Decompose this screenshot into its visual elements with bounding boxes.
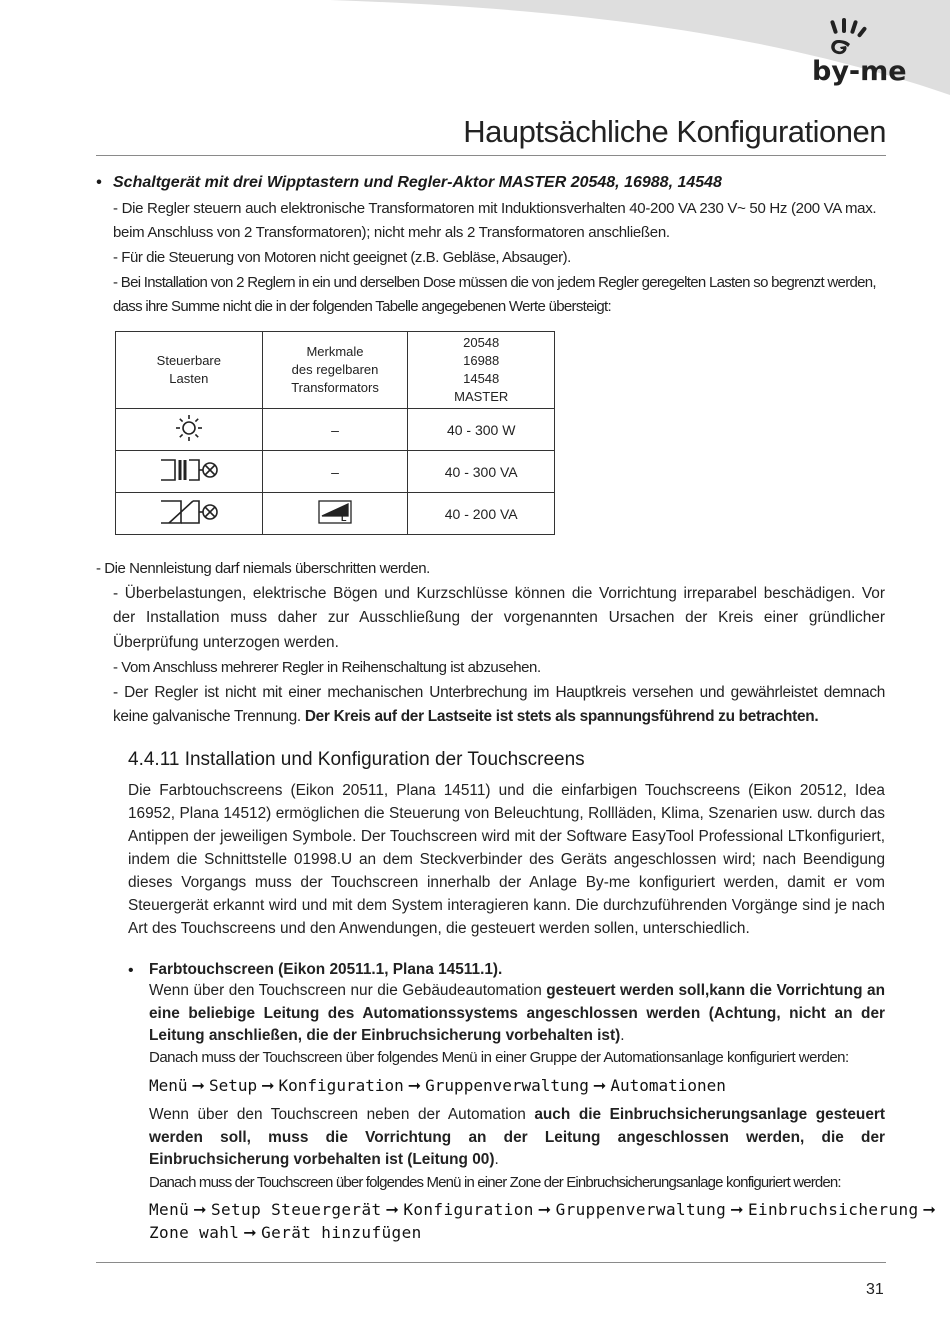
menu-item: Setup — [208, 1076, 258, 1095]
header-text: 14548 — [463, 371, 500, 386]
table-row — [116, 493, 555, 535]
table-header-loads — [116, 332, 263, 409]
menu-item: Zone wahl — [149, 1223, 240, 1242]
value-cell: 40 - 300 VA — [408, 451, 555, 493]
paragraph-text: Wenn über den Touchscreen nur die Gebäudeautomation — [149, 982, 547, 999]
table-header-models — [408, 332, 555, 409]
ferromagnetic-transformer-icon — [159, 457, 219, 483]
paragraph-text: . — [620, 1027, 625, 1044]
menu-path-alarm — [149, 1200, 940, 1219]
arrow-right-icon: ➞ — [261, 1076, 275, 1095]
value-cell: 40 - 300 W — [408, 409, 555, 451]
arrow-right-icon: ➞ — [385, 1200, 400, 1219]
table-row — [116, 409, 555, 451]
paragraph-bold-text: auch die Einbruchsicherungsanlage gesteuert werden soll, muss die Vorrichtung an der Leitung angeschlossen werden, die der Einbruchsicherung vorbehalten ist (Leitung 00) — [149, 1106, 886, 1168]
table-header-row — [116, 332, 555, 409]
warning-isolation — [113, 681, 885, 730]
paragraph-bold-text: gesteuert werden soll,kann die Vorrichtung an eine beliebige Leitung des Automationssystems angeschlossen werden (Achtung, nicht an der Leitung anschließen, die der Einbruchsicherung vorbehalten ist) — [149, 982, 885, 1044]
menu-item: Menü — [149, 1200, 190, 1219]
menu-item: Konfiguration — [278, 1076, 404, 1095]
arrow-right-icon: ➞ — [243, 1223, 258, 1242]
table-row — [116, 451, 555, 493]
menu-item: Automationen — [610, 1076, 726, 1095]
arrow-right-icon: ➞ — [193, 1200, 207, 1219]
paragraph-automation — [149, 980, 885, 1048]
touchscreen-intro: Die Farbtouchscreens (Eikon 20511, Plana 14511) und die einfarbigen Touchscreens (Eikon 20512, Idea 16952, Plana 14512) ermöglichen die Steuerung von Beleuchtung, Rollläden, Klima, Szenarien usw. durch das Antippen der jeweiligen Symbole. Der Touchscreen wird mit der Software EasyTool Professional LTkonfiguriert, indem die Schnittstelle 01998.U an dem Steckverbinder des Geräts angeschlossen wird; nach Beendigung dieses Vorgangs muss der Touchscreen innerhalb der Anlage By-me konfiguriert werden, damit er vom Steuergerät erkannt wird und mit dem System interagieren kann. Die durchzuführenden Vorgänge sind je nach Art des Touchscreens und den Anwendungen, die gesteuert werden sollen, unterschiedlich. — [128, 782, 885, 937]
load-type-label: L — [341, 513, 347, 523]
header-text: MASTER — [454, 389, 509, 404]
section-heading: Schaltgerät mit drei Wipptastern und Regler-Aktor MASTER 20548, 16988, 14548 — [113, 174, 722, 191]
warning-bold-text: Der Kreis auf der Lastseite ist stets als spannungsführend zu betrachten. — [304, 708, 819, 726]
header-text: Steuerbare — [156, 353, 221, 368]
leading-edge-dimmer-icon — [318, 500, 352, 524]
load-icon-cell — [116, 451, 263, 493]
paragraph-alarm-menu-intro: Danach muss der Touchscreen über folgendes Menü in einer Zone der Einbruchsicherungsanlage konfiguriert werden: — [149, 1174, 841, 1191]
arrow-right-icon: ➞ — [537, 1200, 552, 1219]
menu-item: Menü — [149, 1076, 188, 1095]
arrow-right-icon: ➞ — [191, 1076, 205, 1095]
header-text: 16988 — [463, 353, 500, 368]
menu-path-automation — [149, 1076, 726, 1095]
header-text: Transformators — [291, 380, 379, 395]
bottom-divider — [96, 1262, 886, 1263]
paragraph-transformers: - Die Regler steuern auch elektronische Transformatoren mit Induktionsverhalten 40-200 VA 230 V~ 50 Hz (200 VA max. beim Anschluss von 2 Transformatoren); nicht mehr als 2 Transformatoren anschließen. — [113, 200, 877, 242]
menu-item: Setup Steuergerät — [210, 1200, 382, 1219]
arrow-right-icon: ➞ — [730, 1200, 744, 1219]
bullet-marker: • — [96, 174, 102, 191]
paragraph-text: . — [494, 1151, 499, 1168]
section-title: 4.4.11 Installation und Konfiguration der Touchscreens — [128, 749, 585, 770]
paragraph-text: Wenn über den Touchscreen neben der Automation — [149, 1106, 535, 1123]
menu-item: Einbruchsicherung — [747, 1200, 919, 1219]
load-icon-cell — [116, 409, 263, 451]
arrow-right-icon: ➞ — [922, 1200, 937, 1219]
arrow-right-icon: ➞ — [592, 1076, 607, 1095]
value-cell: 40 - 200 VA — [408, 493, 555, 535]
warning-series: - Vom Anschluss mehrerer Regler in Reihenschaltung ist abzusehen. — [113, 659, 541, 676]
paragraph-motors: - Für die Steuerung von Motoren nicht geeignet (z.B. Gebläse, Absauger). — [113, 249, 571, 266]
brand-logo-text: by-me — [812, 56, 907, 87]
page-title: Hauptsächliche Konfigurationen — [463, 114, 886, 149]
warning-text: - Der Regler ist nicht mit einer mechanischen Unterbrechung im Hauptkreis versehen und gewährleistet demnach keine galvanische Trennung. — [113, 684, 885, 726]
feature-cell: – — [262, 409, 408, 451]
paragraph-menu-intro: Danach muss der Touchscreen über folgendes Menü in einer Gruppe der Automationsanlage konfiguriert werden: — [149, 1049, 849, 1066]
paragraph-alarm — [149, 1104, 885, 1172]
incandescent-lamp-icon — [175, 414, 203, 442]
loads-table — [115, 331, 555, 535]
page-number: 31 — [866, 1281, 884, 1298]
header-text: Merkmale — [306, 344, 364, 359]
load-icon-cell — [116, 493, 263, 535]
paragraph-two-regulators: - Bei Installation von 2 Reglern in ein und derselben Dose müssen die von jedem Regler geregelten Lasten so begrenzt werden, dass ihre Summe nicht die in der folgenden Tabelle angegebenen Werte übersteigt: — [113, 274, 876, 316]
top-divider — [96, 155, 886, 156]
arrow-right-icon: ➞ — [407, 1076, 422, 1095]
menu-item: Gruppenverwaltung — [425, 1076, 589, 1095]
warning-rated-power: - Die Nennleistung darf niemals überschritten werden. — [96, 560, 430, 577]
menu-item: Gruppenverwaltung — [555, 1200, 727, 1219]
menu-item: Konfiguration — [403, 1200, 534, 1219]
menu-path-alarm-cont — [149, 1223, 422, 1242]
header-text: des regelbaren — [291, 362, 379, 377]
warning-overload: - Überbelastungen, elektrische Bögen und Kurzschlüsse können die Vorrichtung irreparabel beschädigen. Vor der Installation muss daher zur Ausschließung der vorgenannten Ursachen der Kreis einer gründlicher Überprüfung unterzogen werden. — [113, 585, 885, 651]
feature-cell — [262, 493, 408, 535]
header-text: 20548 — [463, 335, 500, 350]
menu-item: Gerät hinzufügen — [261, 1223, 422, 1242]
electronic-transformer-icon — [159, 498, 219, 526]
bullet-heading: Farbtouchscreen (Eikon 20511.1, Plana 14511.1). — [149, 961, 503, 978]
feature-cell: – — [262, 451, 408, 493]
table-header-features — [262, 332, 408, 409]
header-text: Lasten — [169, 371, 209, 386]
bullet-marker: • — [128, 962, 134, 979]
